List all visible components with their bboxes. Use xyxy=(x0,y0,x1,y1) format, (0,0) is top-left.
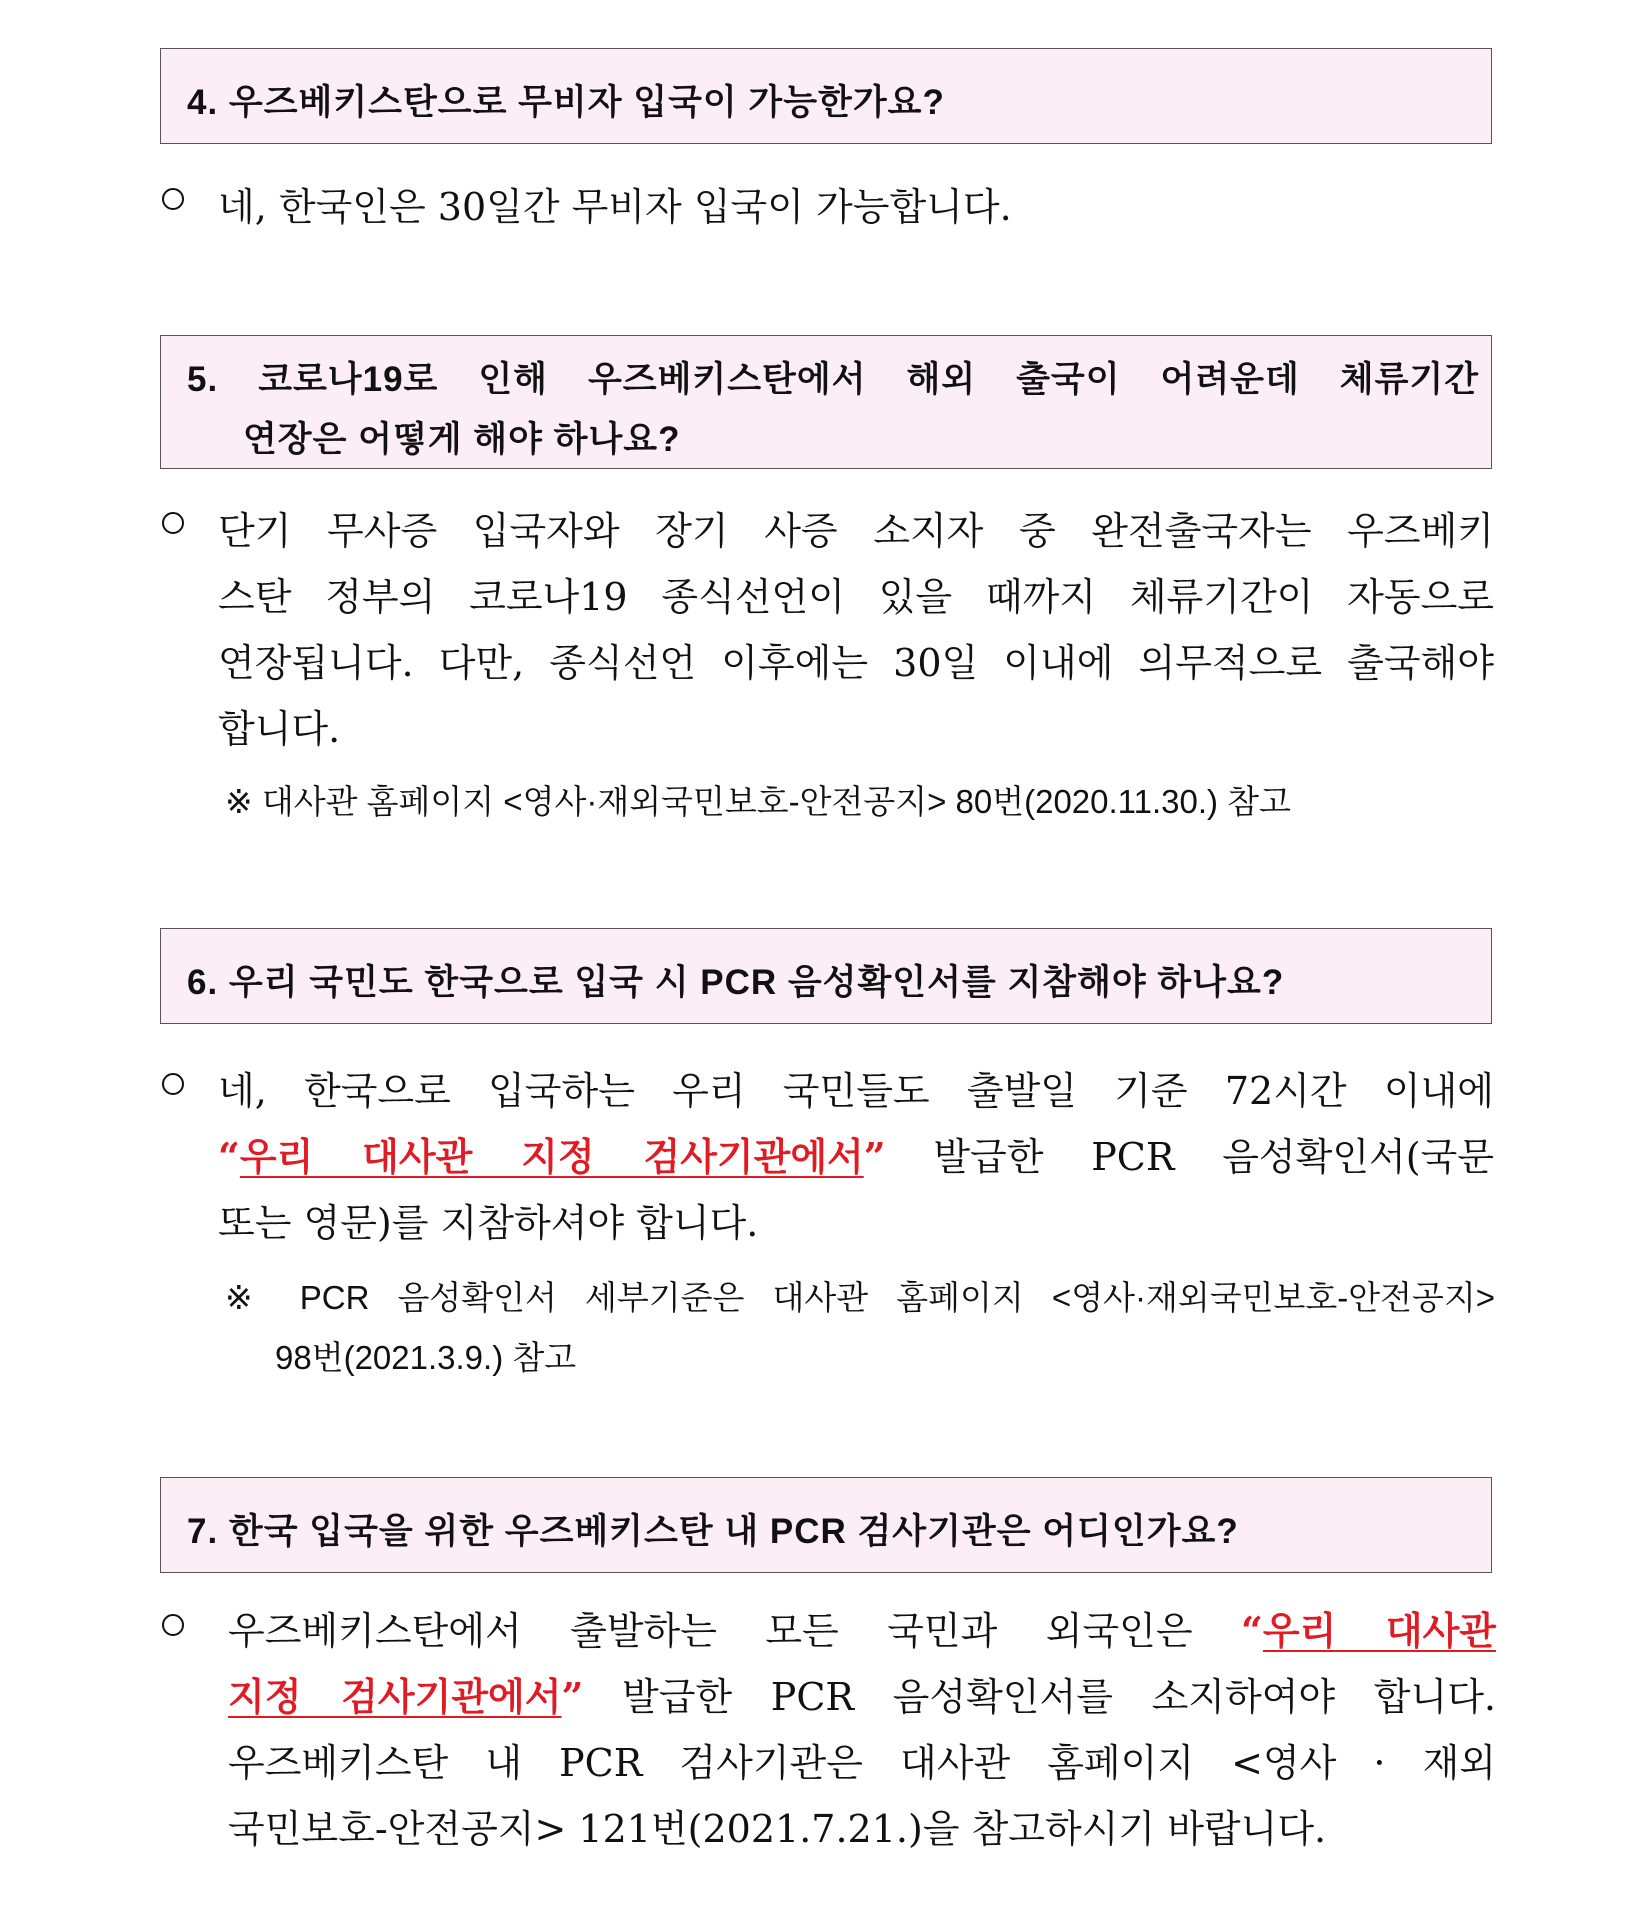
answer-6-line1: 네, 한국으로 입국하는 우리 국민들도 출발일 기준 72시간 이내에 xyxy=(218,1069,1494,1113)
note-6-line1: ※ PCR 음성확인서 세부기준은 대사관 홈페이지 <영사·재외국민보호-안전공지> xyxy=(225,1279,1495,1316)
answer-5-line1: 단기 무사증 입국자와 장기 사증 소지자 중 완전출국자는 우즈베키 xyxy=(218,509,1494,553)
highlight-embassy-lab: 우리 대사관 지정 검사기관에서 xyxy=(239,1134,864,1179)
quote-open: “ xyxy=(1241,1608,1263,1653)
answer-7-line1-pre: 우즈베키스탄에서 출발하는 모든 국민과 외국인은 xyxy=(228,1609,1242,1653)
answer-5-line4: 합니다. xyxy=(218,707,341,751)
bullet-icon xyxy=(162,512,184,534)
bullet-icon xyxy=(162,1614,184,1636)
quote-close: ” xyxy=(561,1674,584,1719)
question-box-6 xyxy=(160,928,1492,1024)
answer-5-line2: 스탄 정부의 코로나19 종식선언이 있을 때까지 체류기간이 자동으로 xyxy=(218,575,1494,619)
answer-4-text: 네, 한국인은 30일간 무비자 입국이 가능합니다. xyxy=(218,185,1012,229)
note-6-line2: 98번(2021.3.9.) 참고 xyxy=(275,1339,577,1376)
answer-7-line4: 국민보호-안전공지> 121번(2021.7.21.)을 참고하시기 바랍니다. xyxy=(228,1807,1327,1851)
bullet-icon xyxy=(162,1073,184,1095)
answer-6-line2 xyxy=(218,1126,1494,1181)
question-4-text: 4. 우즈베키스탄으로 무비자 입국이 가능한가요? xyxy=(187,83,945,122)
answer-7-line1 xyxy=(228,1600,1496,1655)
question-7-text: 7. 한국 입국을 위한 우즈베키스탄 내 PCR 검사기관은 어디인가요? xyxy=(187,1512,1239,1551)
bullet-icon xyxy=(162,188,184,210)
question-6-text: 6. 우리 국민도 한국으로 입국 시 PCR 음성확인서를 지참해야 하나요? xyxy=(187,963,1285,1002)
question-5-line2: 연장은 어떻게 해야 하나요? xyxy=(243,420,681,459)
answer-7-line2-rest: 발급한 PCR 음성확인서를 소지하여야 합니다. xyxy=(583,1675,1496,1719)
question-5-line1: 5. 코로나19로 인해 우즈베키스탄에서 해외 출국이 어려운데 체류기간 xyxy=(187,360,1479,399)
note-5: ※ 대사관 홈페이지 <영사·재외국민보호-안전공지> 80번(2020.11.30.) 참고 xyxy=(225,783,1291,820)
quote-open: “ xyxy=(218,1134,240,1179)
answer-7-line3: 우즈베키스탄 내 PCR 검사기관은 대사관 홈페이지 <영사 · 재외 xyxy=(228,1741,1496,1785)
answer-7-line2 xyxy=(228,1666,1496,1721)
question-box-4 xyxy=(160,48,1492,144)
question-box-5 xyxy=(160,335,1492,469)
question-box-7 xyxy=(160,1477,1492,1573)
quote-close: ” xyxy=(863,1134,886,1179)
answer-6-line2-rest: 발급한 PCR 음성확인서(국문 xyxy=(885,1135,1494,1179)
answer-6-line3: 또는 영문)를 지참하셔야 합니다. xyxy=(218,1201,759,1245)
highlight-embassy-part1: 우리 대사관 xyxy=(1262,1608,1496,1653)
highlight-embassy-part2: 지정 검사기관에서 xyxy=(228,1674,562,1719)
answer-5-line3: 연장됩니다. 다만, 종식선언 이후에는 30일 이내에 의무적으로 출국해야 xyxy=(218,641,1494,685)
